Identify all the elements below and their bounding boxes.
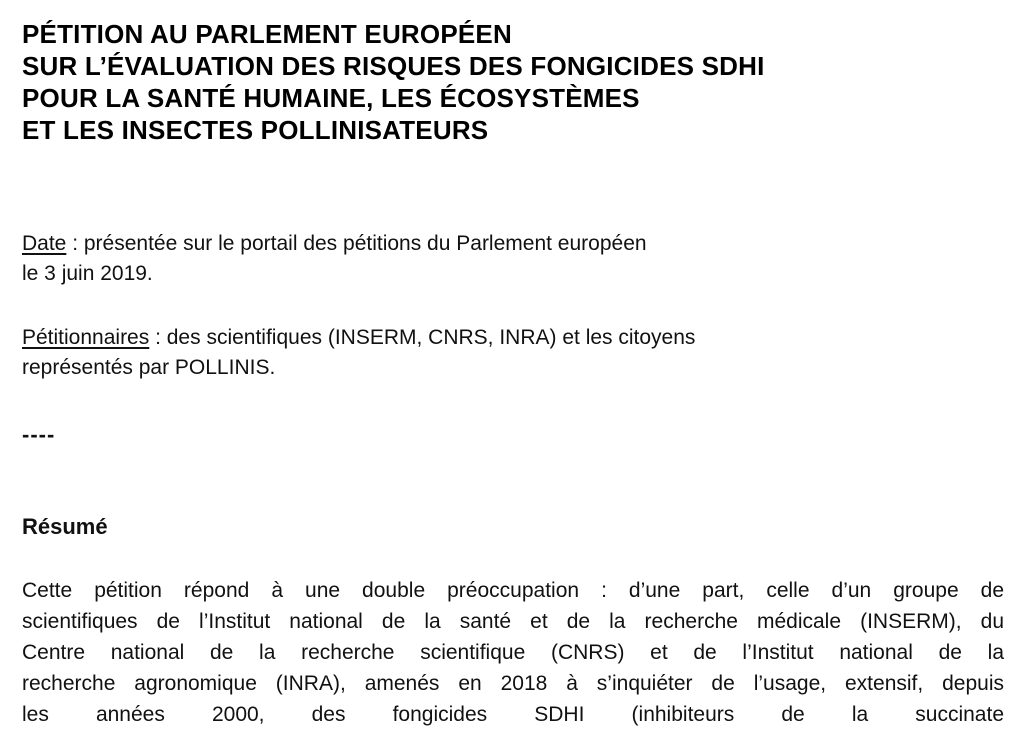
date-text: : présentée sur le portail des pétitions du Parlement européen [66, 232, 647, 255]
title-line-1: PÉTITION AU PARLEMENT EUROPÉEN [22, 19, 512, 49]
summary-line-3: Centre national de la recherche scientifique (CNRS) et de l’Institut national de la [22, 641, 1004, 664]
date-line-1 [22, 229, 982, 259]
summary-paragraph [22, 575, 1004, 730]
summary-line-5: les années 2000, des fongicides SDHI (inhibiteurs de la succinate [22, 703, 1004, 726]
petitioners-paragraph [22, 323, 982, 383]
petitioners-label: Pétitionnaires [22, 326, 150, 349]
petitioners-line-1 [22, 323, 982, 353]
title-line-4: ET LES INSECTES POLLINISATEURS [22, 115, 489, 145]
petitioners-line-2: représentés par POLLINIS. [22, 356, 276, 379]
title-line-2: SUR L’ÉVALUATION DES RISQUES DES FONGICIDES SDHI [22, 51, 765, 81]
summary-line-4: recherche agronomique (INRA), amenés en 2018 à s’inquiéter de l’usage, extensif, depuis [22, 672, 1004, 695]
date-label: Date [22, 232, 67, 255]
summary-heading: Résumé [22, 514, 108, 539]
document-title [22, 18, 922, 146]
title-line-3: POUR LA SANTÉ HUMAINE, LES ÉCOSYSTÈMES [22, 83, 640, 113]
section-separator: ---- [22, 422, 56, 447]
summary-line-1: Cette pétition répond à une double préoccupation : d’une part, celle d’un groupe de [22, 579, 1004, 602]
summary-line-2: scientifiques de l’Institut national de la santé et de la recherche médicale (INSERM), du [22, 610, 1004, 633]
date-paragraph [22, 229, 982, 289]
date-line-2: le 3 juin 2019. [22, 262, 153, 285]
petitioners-text: : des scientifiques (INSERM, CNRS, INRA) et les citoyens [149, 326, 696, 349]
